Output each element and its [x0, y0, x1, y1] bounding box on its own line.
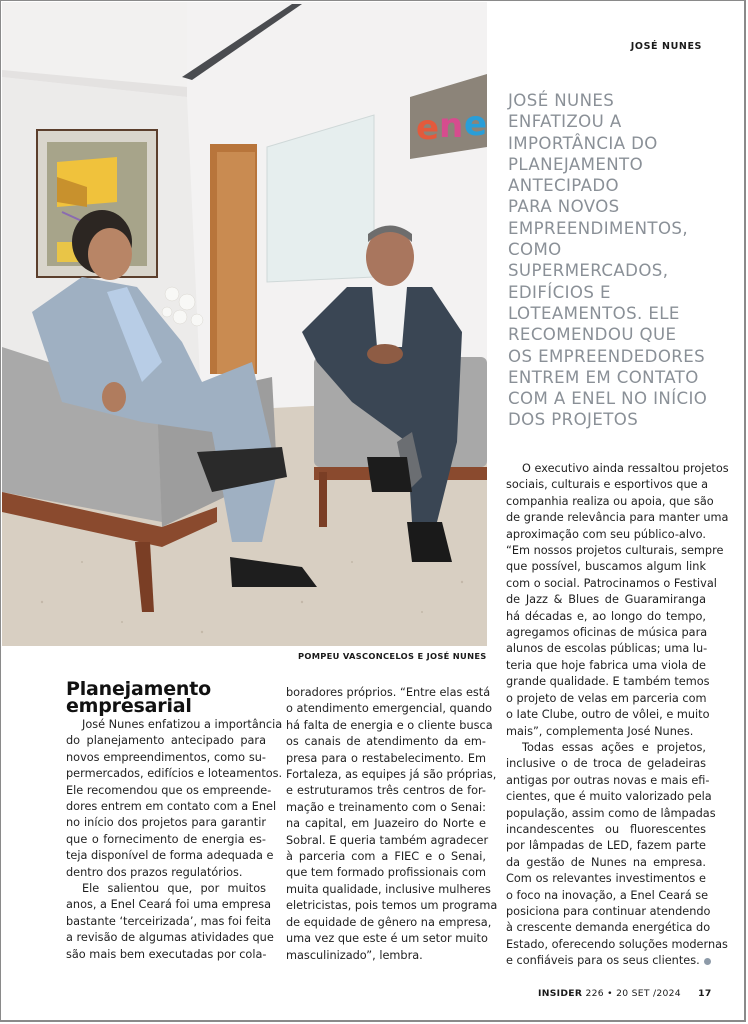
- text-line: grande qualidade. E também temos: [506, 675, 710, 689]
- pull-quote-line: PARA NOVOS: [508, 197, 620, 217]
- text-line: teria que hoje fabrica uma viola de: [506, 658, 706, 672]
- text-line: Estado, oferecendo soluções modernas: [506, 937, 728, 951]
- text-line: que o fornecimento de energia es-: [66, 832, 266, 846]
- text-line: à parceria com a FIEC e o Senai,: [286, 850, 486, 864]
- text-line: com o social. Patrocinamos o Festival: [506, 576, 717, 590]
- text-line: mais”, complementa José Nunes.: [506, 724, 694, 738]
- svg-text:e: e: [416, 108, 440, 148]
- text-column-3: [506, 461, 729, 970]
- text-line: são mais bem executadas por cola-: [66, 947, 267, 961]
- text-line: Ele recomendou que os empreende-: [66, 783, 272, 797]
- section-heading: [66, 678, 211, 717]
- pull-quote-line: IMPORTÂNCIA DO: [508, 133, 658, 153]
- heading-line: empresarial: [66, 695, 192, 717]
- text-line: antigas por outras novas e mais efi-: [506, 773, 710, 787]
- text-line: do planejamento antecipado para: [66, 734, 266, 748]
- pull-quote-line: ENFATIZOU A: [508, 112, 622, 132]
- text-line: eletricistas, pois temos um programa: [286, 899, 498, 913]
- text-line: O executivo ainda ressaltou projetos: [522, 462, 729, 475]
- text-line: muita qualidade, inclusive mulheres: [286, 882, 491, 896]
- text-line: Com os relevantes investimentos e: [506, 872, 706, 886]
- text-line: a revisão de algumas atividades que: [66, 931, 274, 945]
- text-line: posiciona para continuar atendendo: [506, 904, 711, 918]
- pull-quote-line: ANTECIPADO: [508, 176, 620, 196]
- text-line: anos, a Enel Ceará foi uma empresa: [66, 898, 272, 912]
- magazine-name: INSIDER: [538, 988, 583, 999]
- text-line: masculinizado”, lembra.: [286, 948, 423, 962]
- photo-caption: POMPEU VASCONCELOS E JOSÉ NUNES: [298, 651, 487, 661]
- text-line: os canais de atendimento da em-: [286, 735, 486, 749]
- text-column-2: [286, 685, 498, 964]
- pull-quote-line: JOSÉ NUNES: [508, 91, 615, 110]
- text-line: de Jazz & Blues de Guaramiranga: [506, 593, 706, 607]
- text-line: bastante ‘terceirizada’, mas foi feita: [66, 914, 272, 928]
- text-line: boradores próprios. “Entre elas está: [286, 686, 491, 699]
- page-number: 17: [698, 988, 712, 999]
- pull-quote-line: COMO: [508, 240, 562, 260]
- text-line: de equidade de gênero na empresa,: [286, 915, 492, 929]
- text-line: inclusive o de troca de geladeiras: [506, 757, 706, 771]
- text-line: dentro dos prazos regulatórios.: [66, 865, 243, 879]
- text-line: que tem formado profissionais com: [286, 866, 487, 880]
- text-line: Ele salientou que, por muitos: [82, 882, 266, 896]
- text-line: de grande relevância para manter uma: [506, 511, 729, 525]
- text-line: teja disponível de forma adequada e: [66, 849, 274, 863]
- pull-quote-line: LOTEAMENTOS. ELE: [508, 303, 680, 323]
- pull-quote-line: DOS PROJETOS: [508, 410, 639, 430]
- text-line: José Nunes enfatizou a importância: [82, 718, 283, 731]
- text-line: presa para o restabelecimento. Em: [286, 751, 486, 765]
- pull-quote-line: RECOMENDOU QUE: [508, 325, 677, 345]
- pull-quote: [508, 90, 738, 431]
- text-line: uma vez que este é um setor muito: [286, 932, 488, 946]
- text-line: mação e treinamento com o Senai:: [286, 800, 486, 814]
- page-footer: [538, 988, 712, 999]
- text-line: cientes, que é muito valorizado pela: [506, 790, 712, 804]
- text-line: permercados, edifícios e loteamentos.: [66, 767, 283, 781]
- text-line: o atendimento emergencial, quando: [286, 702, 493, 716]
- heading-line: Planejamento: [66, 678, 211, 700]
- pull-quote-line: ENTREM EM CONTATO: [508, 367, 699, 387]
- text-line: alunos de escolas públicas; uma lu-: [506, 642, 708, 656]
- text-line: e estruturamos três centros de for-: [286, 784, 486, 798]
- text-line: há falta de energia e o cliente busca: [286, 718, 493, 732]
- text-line: Fortaleza, as equipes já são próprias,: [286, 768, 497, 782]
- text-line: incandescentes ou fluorescentes: [506, 822, 706, 836]
- running-head: JOSÉ NUNES: [630, 41, 702, 52]
- text-line: por lâmpadas de LED, fazem parte: [506, 839, 706, 853]
- text-line: companhia realiza ou apoia, que são: [506, 494, 714, 508]
- text-line: aproximação com seu público-alvo.: [506, 527, 706, 541]
- text-line: há décadas e, ao longo do tempo,: [506, 609, 706, 623]
- pull-quote-line: PLANEJAMENTO: [508, 154, 644, 174]
- text-line: na capital, em Juazeiro do Norte e: [286, 817, 486, 831]
- text-line: agregamos oficinas de música para: [506, 626, 708, 640]
- pull-quote-line: EDIFÍCIOS E: [508, 282, 611, 302]
- text-line: dores entrem em contato com a Enel: [66, 800, 277, 814]
- end-mark-icon: [704, 958, 711, 965]
- text-line: da gestão de Nunes na empresa.: [506, 855, 706, 869]
- text-line: o foco na inovação, a Enel Ceará se: [506, 888, 709, 902]
- text-line: que possível, buscamos algum link: [506, 560, 706, 574]
- text-line: Sobral. E queria também agradecer: [286, 833, 489, 847]
- interview-photo: [2, 2, 487, 646]
- text-line: no início dos projetos para garantir: [66, 816, 266, 830]
- text-line: à crescente demanda energética do: [506, 921, 711, 935]
- pull-quote-line: COM A ENEL NO INÍCIO: [508, 389, 708, 409]
- pull-quote-line: EMPREENDIMENTOS,: [508, 218, 689, 238]
- text-line: e confiáveis para os seus clientes.: [506, 954, 700, 968]
- text-line: Todas essas ações e projetos,: [522, 740, 706, 754]
- text-line: novos empreendimentos, como su-: [66, 750, 266, 764]
- text-line-final: [506, 953, 706, 969]
- issue-info: 226 • 20 SET /2024: [585, 988, 681, 999]
- text-line: população, assim como de lâmpadas: [506, 806, 716, 820]
- text-column-1: [66, 717, 283, 963]
- text-line: sociais, culturais e esportivos que a: [506, 478, 709, 492]
- pull-quote-line: OS EMPREENDEDORES: [508, 346, 706, 366]
- text-line: o Iate Clube, outro de vôlei, e muito: [506, 708, 710, 722]
- text-line: “Em nossos projetos culturais, sempre: [506, 544, 724, 558]
- svg-text:e: e: [464, 104, 487, 144]
- svg-text:n: n: [439, 106, 464, 146]
- pull-quote-line: SUPERMERCADOS,: [508, 261, 669, 281]
- text-line: o projeto de velas em parceria com: [506, 691, 707, 705]
